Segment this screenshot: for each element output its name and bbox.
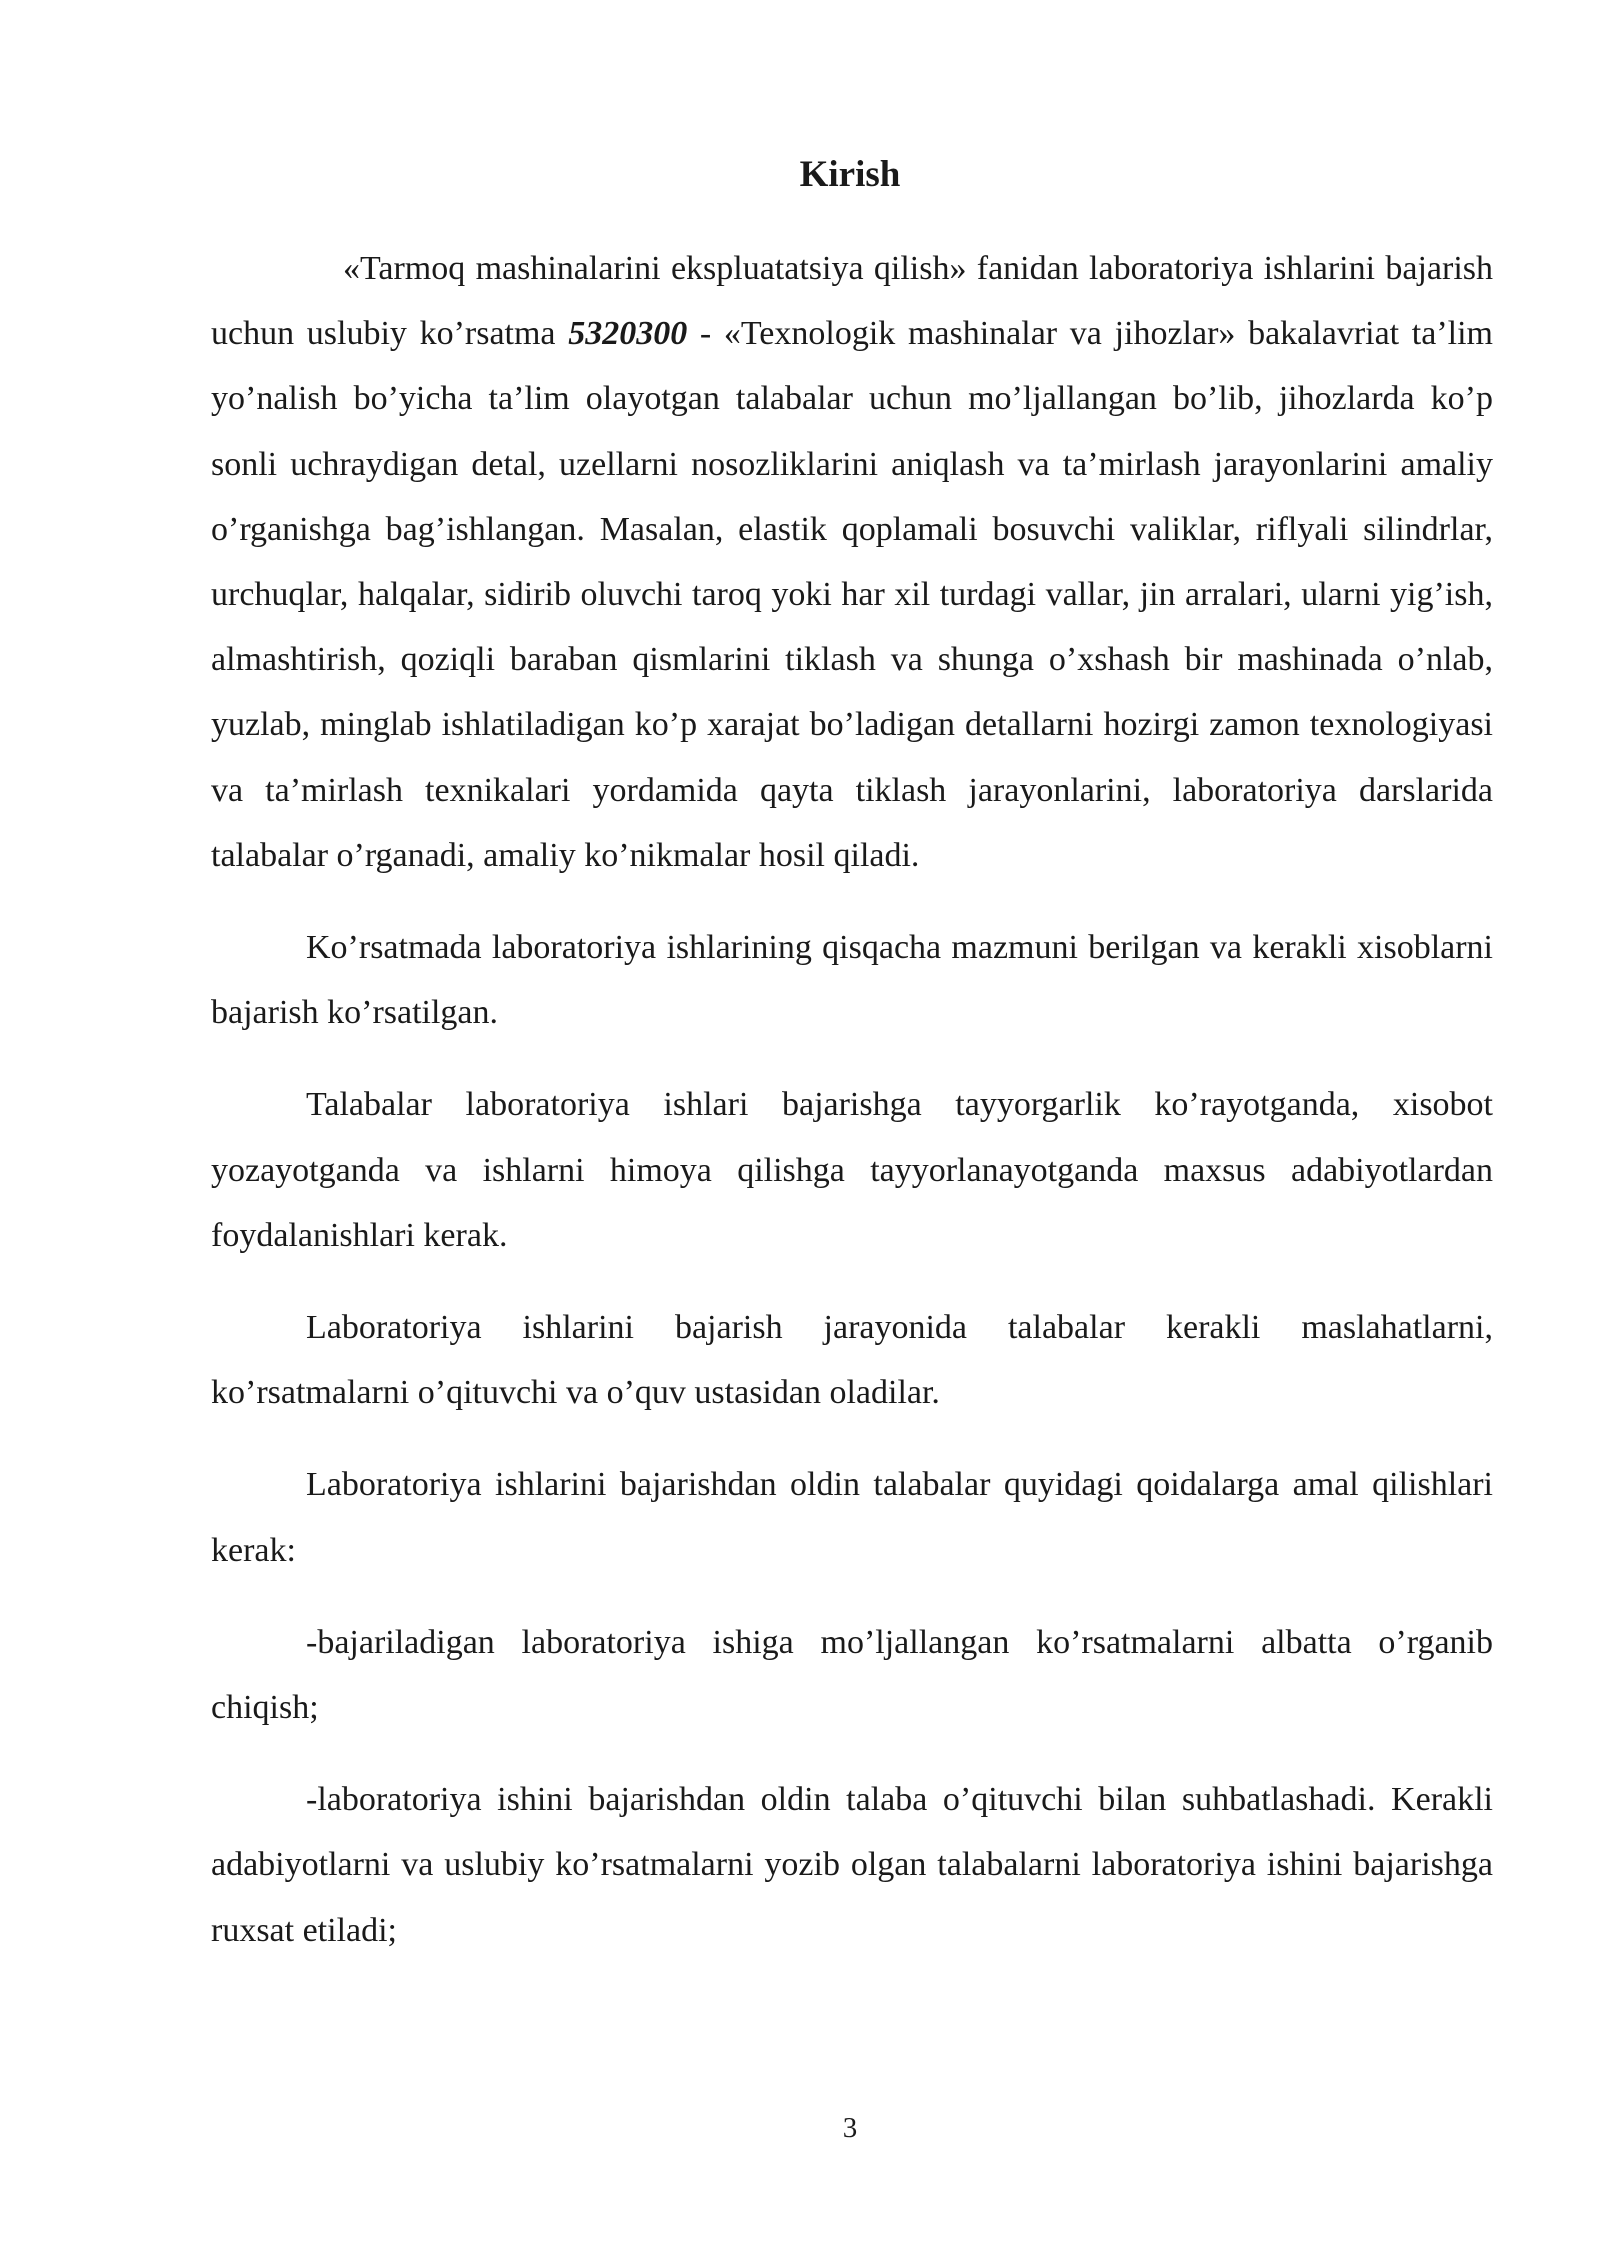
paragraph-guidance: Laboratoriya ishlarini bajarish jarayonida talabalar kerakli maslahatlarni, ko’rsatmalarni o’qituvchi va o’quv ustasidan oladilar. (211, 1309, 1493, 1412)
paragraph-intro-text-after: - «Texnologik mashinalar va jihozlar» bakalavriat ta’lim yo’nalish bo’yicha ta’lim olayotgan talabalar uchun mo’ljallangan bo’lib, jihozlarda ko’p sonli uchraydigan detal, uzellarni nosozliklarini aniqlash va ta’mirlash jarayonlarini amaliy o’rganishga bag’ishlangan. Masalan, elastik qoplamali bosuvchi valiklar, riflyali silindrlar, urchuqlar, halqalar, sidirib oluvchi taroq yoki har xil turdagi vallar, jin arralari, ularni yig’ish, almashtirish, qoziqli baraban qismlarini tiklash va shunga o’xshash bir mashinada o’nlab, yuzlab, minglab ishlatiladigan ko’p xarajat bo’ladigan detallarni hozirgi zamon texnologiyasi va ta’mirlash texnikalari yordamida qayta tiklash jarayonlarini, laboratoriya darslarida talabalar o’rganadi, amaliy ko’nikmalar hosil qiladi. (211, 315, 1493, 874)
paragraph-rules-intro: Laboratoriya ishlarini bajarishdan oldin talabalar quyidagi qoidalarga amal qilishlari kerak: (211, 1466, 1493, 1569)
rule-item-teacher-interview: -laboratoriya ishini bajarishdan oldin talaba o’qituvchi bilan suhbatlashadi. Kerakli adabiyotlarni va uslubiy ko’rsatmalarni yozib olgan talabalarni laboratoriya ishini bajarishga ruxsat etiladi; (211, 1781, 1493, 1949)
body-text (211, 236, 1493, 1990)
rule-item-study-instructions: -bajariladigan laboratoriya ishiga mo’ljallangan ko’rsatmalarni albatta o’rganib chiqish; (211, 1623, 1493, 1727)
paragraph-intro-text-before: «Tarmoq mashinalarini ekspluatatsiya qilish» fanidan laboratoriya ishlarini bajarish uchun uslubiy ko’rsatma (211, 250, 1493, 353)
page-number: 3 (842, 2112, 858, 2144)
section-title: Kirish (799, 154, 901, 195)
paragraph-preparation: Talabalar laboratoriya ishlari bajarishga tayyorgarlik ko’rayotganda, xisobot yozayotganda va ishlarni himoya qilishga tayyorlanayotganda maxsus adabiyotlardan foydalanishlari kerak. (211, 1086, 1493, 1254)
paragraph-intro (211, 236, 1493, 888)
paragraph-content-summary: Ko’rsatmada laboratoriya ishlarining qisqacha mazmuni berilgan va kerakli xisoblarni bajarish ko’rsatilgan. (211, 929, 1493, 1032)
program-code: 5320300 (568, 315, 688, 353)
